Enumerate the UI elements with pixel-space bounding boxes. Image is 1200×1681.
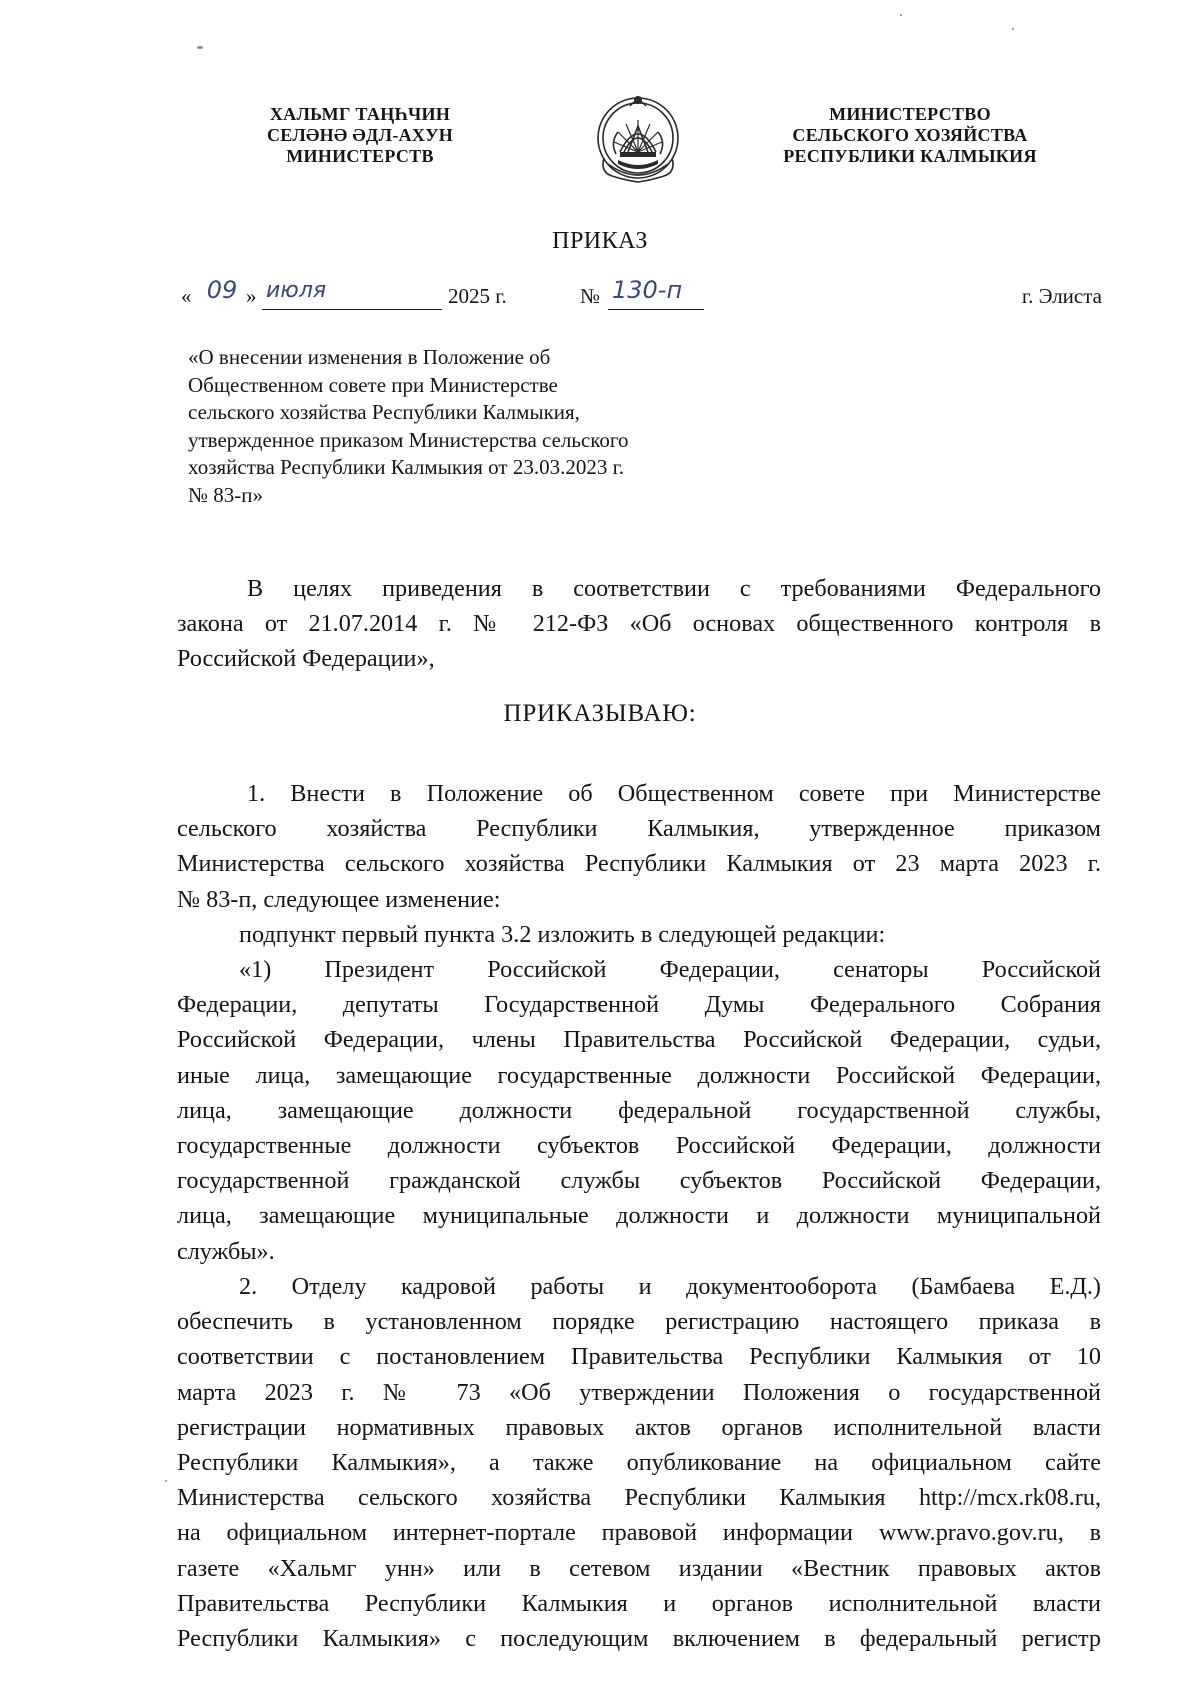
subject-line: хозяйства Республики Калмыкия от 23.03.2023 г. (188, 455, 625, 480)
item2-line: соответствии с постановлением Правительства Республики Калмыкия от 10 (177, 1343, 1101, 1371)
item1-line: службы». (177, 1237, 275, 1265)
item2-line: обеспечить в установленном порядке регистрацию настоящего приказа в (177, 1308, 1101, 1336)
date-open-quote: « (181, 284, 192, 308)
scan-speck (1012, 28, 1014, 30)
date-day-handwritten: 09 (206, 276, 238, 304)
header-kalmyk-name (240, 104, 480, 167)
item2-line: Республики Калмыкия» с последующим включением в федеральный регистр (177, 1625, 1101, 1653)
header-left-line: СЕЛӘНӘ ӘДЛ-АХУН (266, 125, 454, 145)
city: г. Элиста (1021, 284, 1102, 308)
subject-line: Общественном совете при Министерстве (188, 372, 558, 397)
item1-line: Федерации, депутаты Государственной Думы Федерального Собрания (177, 991, 1101, 1019)
scan-speck (900, 14, 902, 16)
date-year: 2025 г. (448, 284, 507, 308)
month-underline (262, 309, 442, 310)
preamble-line: В целях приведения в соответствии с требованиями Федерального (247, 575, 1101, 602)
document-title: ПРИКАЗ (552, 228, 648, 254)
order-subject (188, 344, 728, 510)
header-right-line: РЕСПУБЛИКИ КАЛМЫКИЯ (783, 146, 1037, 166)
item1-line: лица, замещающие муниципальные должности и должности муниципальной (177, 1202, 1101, 1230)
subject-line: сельского хозяйства Республики Калмыкия, (188, 400, 580, 425)
scan-speck (165, 1480, 167, 1482)
header-right-line: СЕЛЬСКОГО ХОЗЯЙСТВА (792, 125, 1028, 145)
date-month-handwritten: июля (266, 278, 327, 303)
item2-line: Правительства Республики Калмыкия и органов исполнительной власти (177, 1589, 1101, 1617)
item1-line: Министерства сельского хозяйства Республики Калмыкия от 23 марта 2023 г. (177, 850, 1101, 878)
coat-of-arms-icon (590, 86, 686, 192)
header-right-line: МИНИСТЕРСТВО (829, 104, 991, 124)
number-underline (608, 309, 704, 310)
item1-line: 1. Внести в Положение об Общественном совете при Министерстве (247, 780, 1101, 807)
preamble (177, 571, 1101, 677)
item2-line: Республики Калмыкия», а также опубликование на официальном сайте (177, 1449, 1101, 1477)
subject-line: № 83-п» (188, 482, 264, 507)
item1-line: лица, замещающие должности федеральной государственной службы, (177, 1096, 1101, 1124)
item-2 (177, 1269, 1101, 1656)
scan-speck (197, 46, 203, 49)
item1-line: иные лица, замещающие государственные должности Российской Федерации, (177, 1061, 1101, 1089)
item-1 (177, 776, 1101, 1269)
item2-line: 2. Отделу кадровой работы и документооборота (Бамбаева Е.Д.) (239, 1273, 1101, 1300)
item1-line: государственной гражданской службы субъектов Российской Федерации, (177, 1167, 1101, 1195)
item1-line: Российской Федерации, члены Правительства Российской Федерации, судьи, (177, 1026, 1101, 1054)
preamble-line: закона от 21.07.2014 г. № 212-ФЗ «Об основах общественного контроля в (177, 610, 1101, 638)
preamble-line: Российской Федерации», (177, 645, 435, 673)
date-close-quote: » (246, 284, 257, 308)
header-left-line: МИНИСТЕРСТВ (286, 146, 434, 166)
order-word: ПРИКАЗЫВАЮ: (503, 700, 697, 727)
subject-line: утвержденное приказом Министерства сельского (188, 427, 629, 452)
item2-line: Министерства сельского хозяйства Республики Калмыкия http://mcx.rk08.ru, (177, 1484, 1101, 1512)
subject-line: «О внесении изменения в Положение об (188, 345, 551, 369)
header-left-line: ХАЛЬМГ ТАҢҺЧИН (269, 104, 451, 124)
item1-line: сельского хозяйства Республики Калмыкия, утвержденное приказом (177, 815, 1101, 843)
item2-line: регистрации нормативных правовых актов органов исполнительной власти (177, 1413, 1101, 1441)
item1-line: № 83-п, следующее изменение: (177, 885, 501, 913)
item2-line: газете «Хальмг унн» или в сетевом издании «Вестник правовых актов (177, 1554, 1101, 1582)
item2-line: марта 2023 г. № 73 «Об утверждении Положения о государственной (177, 1378, 1101, 1406)
date-number-line (0, 276, 1200, 324)
item2-line: на официальном интернет-портале правовой информации www.pravo.gov.ru, в (177, 1519, 1101, 1547)
item1-line: подпункт первый пункта 3.2 изложить в следующей редакции: (239, 920, 886, 948)
header-russian-name (780, 104, 1040, 167)
number-label: № (580, 284, 601, 308)
order-number-handwritten: 130-п (612, 276, 683, 304)
item1-line: «1) Президент Российской Федерации, сенаторы Российской (239, 956, 1101, 984)
item1-line: государственные должности субъектов Российской Федерации, должности (177, 1132, 1101, 1160)
